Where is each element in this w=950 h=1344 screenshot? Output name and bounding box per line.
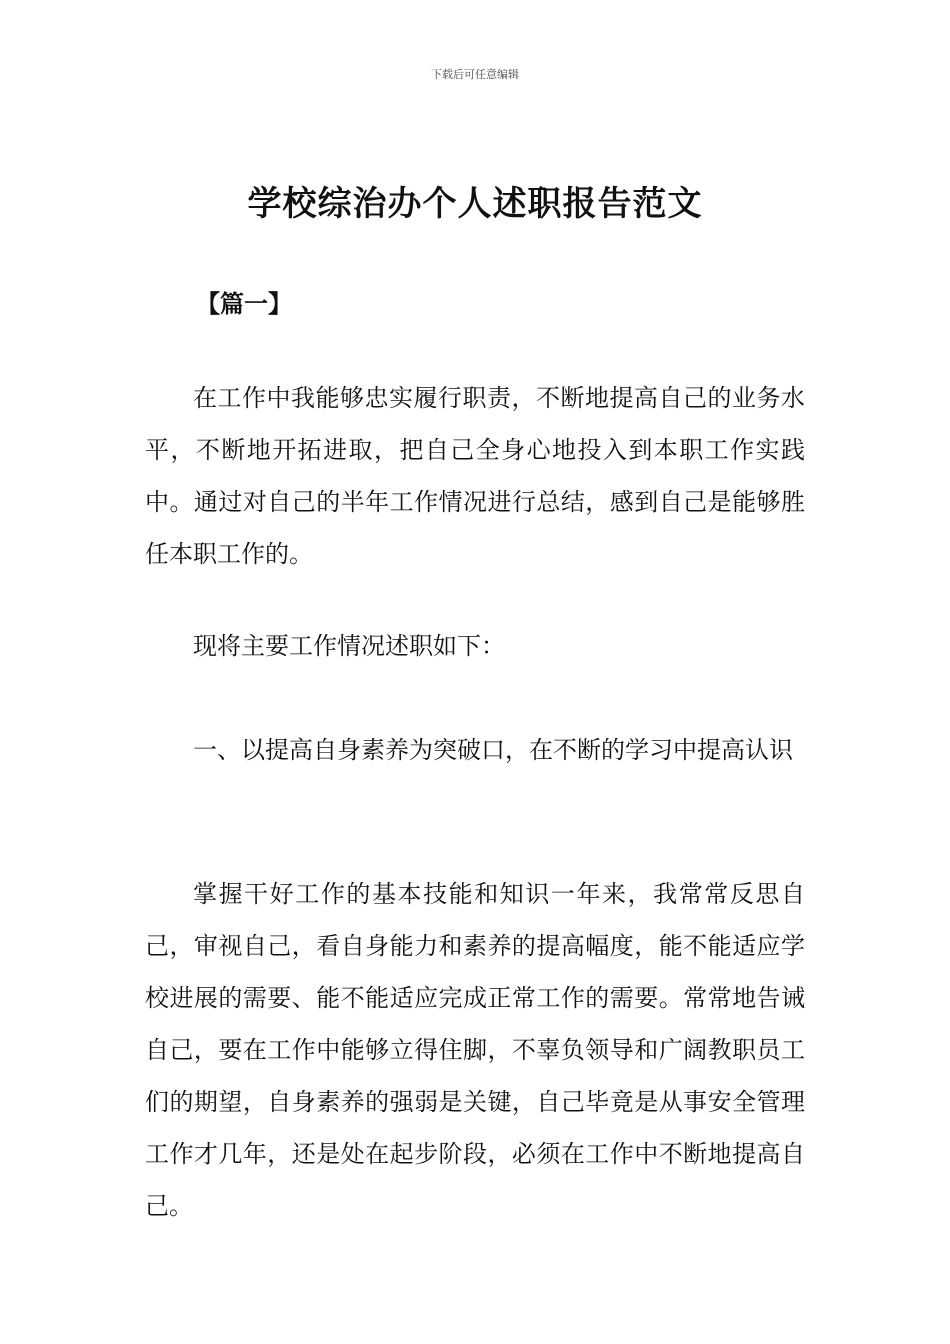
section-heading-one: 一、以提高自身素养为突破口，在不断的学习中提高认识 [193,736,793,764]
section-label: 【篇一】 [196,289,292,318]
paragraph-intro: 在工作中我能够忠实履行职责，不断地提高自己的业务水平，不断地开拓进取，把自己全身心地投入到本职工作实践中。通过对自己的半年工作情况进行总结，感到自己是能够胜任本职工作的。 [145,384,805,568]
document-title: 学校综治办个人述职报告范文 [247,184,703,224]
header-note: 下载后可任意编辑 [431,68,519,81]
paragraph-overview: 现将主要工作情况述职如下： [193,632,505,660]
paragraph-body: 掌握干好工作的基本技能和知识一年来，我常常反思自己，审视自己，看自身能力和素养的提高幅度，能不能适应学校进展的需要、能不能适应完成正常工作的需要。常常地告诫自己，要在工作中能够立得住脚，不辜负领导和广阔教职员工们的期望，自身素养的强弱是关键，自己毕竟是从事安全管理工作才几年，还是处在起步阶段，必须在工作中不断地提高自己。 [145,880,805,1220]
